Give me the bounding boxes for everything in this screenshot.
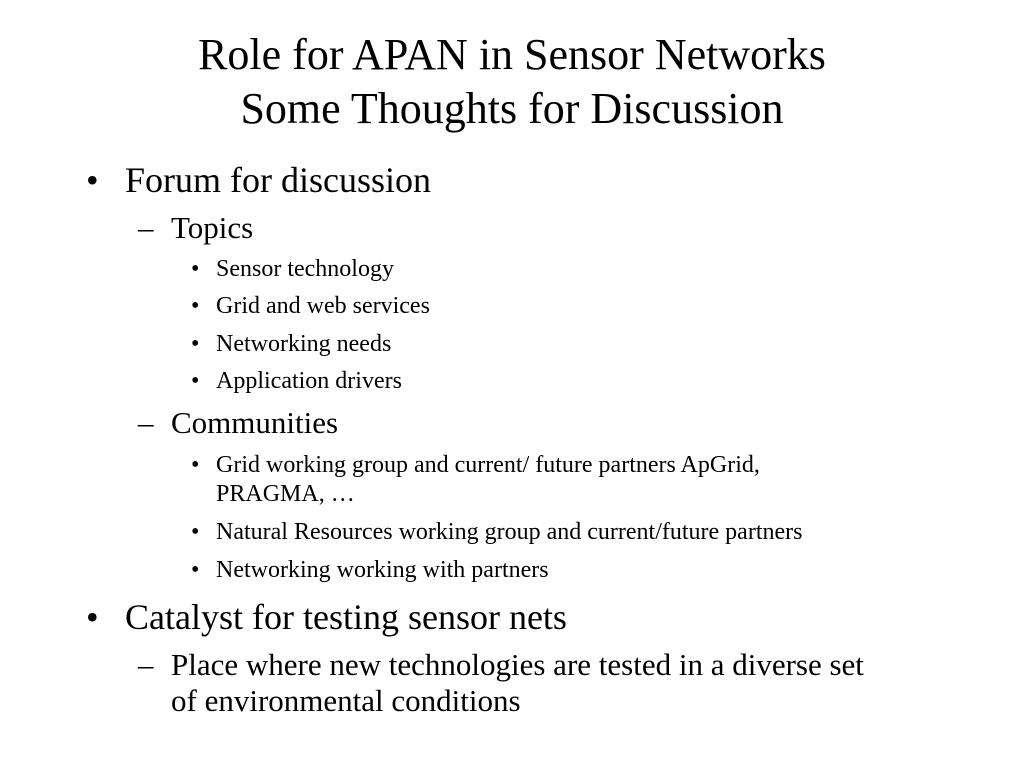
- bullet-icon: •: [86, 597, 99, 637]
- sub-sub-item-text: Natural Resources working group and current/future partners: [216, 519, 803, 545]
- sub-sub-item-text: Networking needs: [216, 331, 392, 357]
- sub-sub-item-text: PRAGMA, …: [216, 481, 355, 507]
- sub-sub-item-text: Networking working with partners: [216, 557, 549, 583]
- bullet-icon: •: [191, 331, 200, 357]
- sub-sub-item-text: Grid and web services: [216, 293, 430, 319]
- bullet-icon: •: [86, 160, 99, 200]
- title-line-2: Some Thoughts for Discussion: [240, 84, 784, 133]
- dash-icon: –: [138, 647, 154, 682]
- dash-icon: –: [138, 210, 154, 245]
- sub-item-text: Communities: [171, 405, 339, 440]
- bullet-icon: •: [191, 519, 200, 545]
- sub-item-text: of environmental conditions: [171, 683, 521, 718]
- bullet-icon: •: [191, 452, 200, 478]
- title-line-1: Role for APAN in Sensor Networks: [198, 30, 826, 79]
- bullet-icon: •: [191, 557, 200, 583]
- dash-icon: –: [138, 405, 154, 440]
- sub-item-text: Place where new technologies are tested in a diverse set: [171, 647, 864, 682]
- sub-sub-item-text: Grid working group and current/ future partners ApGrid,: [216, 452, 760, 478]
- bullet-icon: •: [191, 256, 200, 282]
- bullet-icon: •: [191, 293, 200, 319]
- bullet-text: Catalyst for testing sensor nets: [125, 597, 567, 637]
- sub-item-text: Topics: [171, 210, 254, 245]
- bullet-icon: •: [191, 368, 200, 394]
- sub-sub-item-text: Sensor technology: [216, 256, 394, 282]
- bullet-text: Forum for discussion: [125, 160, 431, 200]
- sub-sub-item-text: Application drivers: [216, 368, 402, 394]
